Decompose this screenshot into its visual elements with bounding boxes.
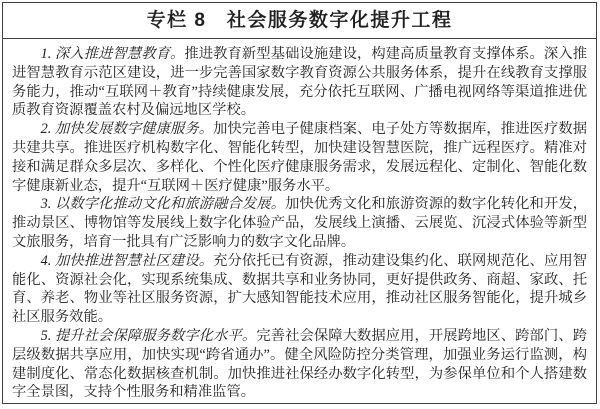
provision-paragraph: [12, 327, 587, 402]
provision-lead: 4. 加快推进智慧社区建设。: [40, 252, 214, 269]
provision-lead: 1. 深入推进智慧教育。: [40, 46, 185, 62]
provision-text: 加快完善电子健康档案、电子处方等数据库，推进医疗数据共建共享。推进医疗机构数字化、智能化转型，加快建设智慧医院，推广远程医疗。精准对接和满足群众多层次、多样化、个性化医疗健康服务需求，发展远程化、定制化、智能化数字健康新业态，提升“互联网＋医疗健康”服务水平。: [12, 121, 587, 194]
provision-lead: 3. 以数字化推动文化和旅游融合发展。: [40, 196, 286, 213]
provision-paragraph: [12, 252, 587, 327]
provision-text: 完善社会保障大数据应用，开展跨地区、跨部门、跨层级数据共享应用，加快实现“跨省通办”。健全风险防控分类管理，加强业务运行监测，构建制度化、常态化数据核查机制。加快推进社保经办数字化转型，为参保单位和个人搭建数字全景图，支持个性服务和精准监管。: [12, 327, 587, 401]
column-8-box: [2, 2, 597, 404]
column-title: 专栏 8 社会服务数字化提升工程: [3, 3, 596, 39]
provision-text: 加快优秀文化和旅游资源的数字化转化和开发，推动景区、博物馆等发展线上数字化体验产品，发展线上演播、云展览、沉浸式体验等新型文旅服务，培育一批具有广泛影响力的数字文化品牌。: [12, 196, 587, 250]
provision-list: [3, 39, 596, 404]
provision-paragraph: [12, 120, 587, 195]
provision-text: 推进教育新型基础设施建设，构建高质量教育支撑体系。深入推进智慧教育示范区建设，进一步完善国家数字教育资源公共服务体系，提升在线教育支撑服务能力，推动“互联网＋教育”持续健康发展，充分依托互联网、广播电视网络等渠道推进优质教育资源覆盖农村及偏远地区学校。: [12, 46, 587, 119]
provision-paragraph: [12, 195, 587, 251]
provision-paragraph: [12, 45, 587, 120]
provision-lead: 2. 加快发展数字健康服务。: [40, 121, 214, 138]
provision-text: 充分依托已有资源，推动建设集约化、联网规范化、应用智能化、资源社会化，实现系统集成、数据共享和业务协同，更好提供政务、商超、家政、托育、养老、物业等社区服务资源，扩大感知智能技术应用，推动社区服务智能化，提升城乡社区服务效能。: [12, 252, 587, 326]
provision-lead: 5. 提升社会保障服务数字化水平。: [40, 327, 257, 344]
